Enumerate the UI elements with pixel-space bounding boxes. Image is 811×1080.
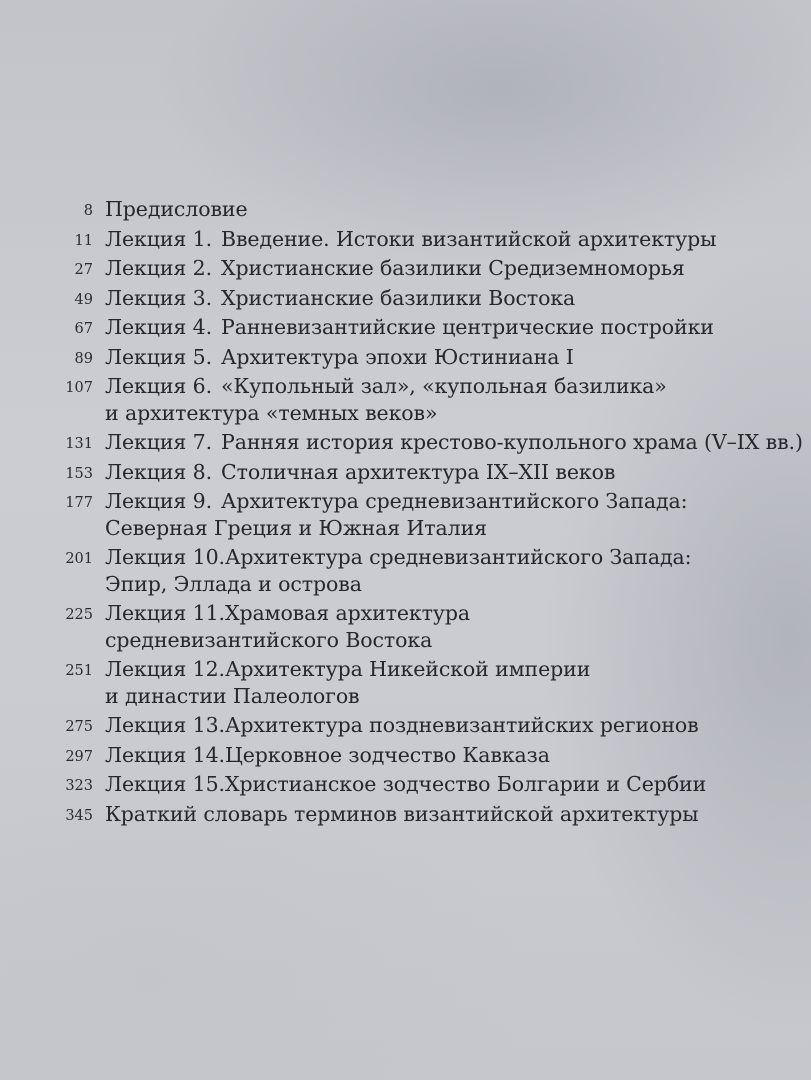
toc-page-number: 225 [65, 607, 93, 623]
toc-title-line1: Храмовая архитектура [224, 601, 470, 625]
toc-lecture-label: Лекция 14. [105, 742, 225, 767]
toc-lecture-label: Лекция 10. [105, 545, 225, 569]
toc-page-number: 89 [74, 350, 93, 367]
toc-entry-lecture-2 [0, 255, 811, 285]
toc-page-number: 177 [65, 495, 93, 511]
toc-entry-lecture-13 [0, 712, 811, 742]
toc-title-line2: и династии Палеологов [105, 684, 360, 708]
toc-lecture-label: Лекция 4. [105, 315, 213, 339]
toc-page-number: 323 [65, 778, 93, 794]
toc-page-number: 297 [65, 748, 93, 765]
toc-entry-lecture-1 [0, 226, 811, 256]
toc-entry-preface [0, 196, 811, 226]
toc-title [105, 742, 550, 769]
toc-title-line1: Столичная архитектура IX–XII веков [221, 459, 616, 484]
toc-page-number: 11 [74, 232, 93, 249]
toc-page-number: 49 [74, 291, 93, 308]
toc-title-line1: Архитектура Никейской империи [224, 657, 591, 681]
toc-lecture-label: Лекция 6. [105, 374, 213, 398]
toc-page-number: 201 [65, 551, 93, 567]
toc-entry-lecture-15 [0, 771, 811, 801]
toc-lecture-label: Лекция 11. [105, 601, 225, 625]
toc-title-line2: Северная Греция и Южная Италия [105, 516, 487, 540]
toc-page-number: 8 [83, 203, 93, 219]
toc-page-number: 131 [65, 436, 93, 452]
toc-title [105, 600, 470, 654]
toc-lecture-label: Лекция 13. [105, 713, 225, 737]
toc-title-line2: средневизантийского Востока [105, 628, 433, 652]
toc-lecture-label: Лекция 2. [105, 256, 213, 280]
toc-page-number: 67 [74, 321, 93, 337]
toc-title-line2: и архитектура «темных веков» [105, 401, 438, 425]
toc-title-line1: Христианское зодчество Болгарии и Сербии [224, 772, 707, 796]
toc-page-number: 251 [65, 663, 93, 679]
toc-entry-lecture-6 [0, 373, 811, 429]
toc-lecture-label: Лекция 7. [105, 430, 213, 454]
toc-entry-lecture-10 [0, 544, 811, 600]
toc-page-number: 345 [65, 807, 93, 824]
toc-title [105, 771, 706, 798]
toc-title [105, 373, 667, 427]
toc-lecture-label: Лекция 3. [105, 285, 213, 310]
toc-title-line1: Архитектура средневизантийского Запада: [224, 545, 692, 569]
toc-title [105, 656, 590, 710]
toc-title-line1: Краткий словарь терминов византийской архитектуры [105, 801, 699, 826]
toc-title [105, 255, 685, 282]
toc-title-line1: Архитектура эпохи Юстиниана I [221, 344, 574, 369]
toc-title [105, 344, 574, 371]
toc-entry-lecture-5 [0, 344, 811, 374]
toc-lecture-label: Лекция 1. [105, 226, 213, 251]
toc-entry-lecture-9 [0, 488, 811, 544]
toc-title-line1: Христианские базилики Средиземноморья [221, 256, 685, 280]
toc-title-line1: Архитектура поздневизантийских регионов [224, 713, 699, 737]
toc-title [105, 196, 248, 223]
toc-title-line1: Введение. Истоки византийской архитектуры [221, 226, 717, 251]
toc-title-line1: Церковное зодчество Кавказа [224, 742, 550, 767]
toc-lecture-label: Лекция 15. [105, 772, 225, 796]
toc-title-line1: Архитектура средневизантийского Запада: [221, 489, 688, 513]
toc-title [105, 712, 699, 739]
toc-entry-lecture-8 [0, 459, 811, 489]
toc-entry-lecture-12 [0, 656, 811, 712]
table-of-contents [0, 196, 811, 830]
toc-entry-lecture-14 [0, 742, 811, 772]
toc-title [105, 544, 691, 598]
toc-title [105, 488, 687, 542]
toc-title-line2: Эпир, Эллада и острова [105, 572, 362, 596]
toc-lecture-label: Лекция 5. [105, 344, 213, 369]
toc-title-line1: Христианские базилики Востока [221, 285, 576, 310]
toc-page-number: 275 [65, 719, 93, 735]
toc-entry-lecture-4 [0, 314, 811, 344]
toc-title-line1: Ранняя история крестово-купольного храма (V–IX вв.) [221, 430, 803, 454]
toc-entry-lecture-7 [0, 429, 811, 459]
toc-title-line1: Предисловие [105, 197, 248, 221]
toc-entry-glossary [0, 801, 811, 831]
toc-title [105, 429, 803, 456]
toc-title-line1: Ранневизантийские центрические постройки [221, 315, 714, 339]
toc-page-number: 107 [65, 380, 93, 396]
toc-title [105, 801, 698, 828]
toc-title [105, 314, 714, 341]
toc-lecture-label: Лекция 8. [105, 459, 213, 484]
toc-lecture-label: Лекция 12. [105, 657, 225, 681]
toc-title [105, 285, 575, 312]
toc-lecture-label: Лекция 9. [105, 489, 213, 513]
toc-page-number: 153 [65, 465, 93, 482]
toc-title-line1: «Купольный зал», «купольная базилика» [221, 374, 667, 398]
toc-title [105, 226, 716, 253]
toc-page-number: 27 [74, 262, 93, 278]
toc-entry-lecture-11 [0, 600, 811, 656]
toc-title [105, 459, 615, 486]
toc-entry-lecture-3 [0, 285, 811, 315]
